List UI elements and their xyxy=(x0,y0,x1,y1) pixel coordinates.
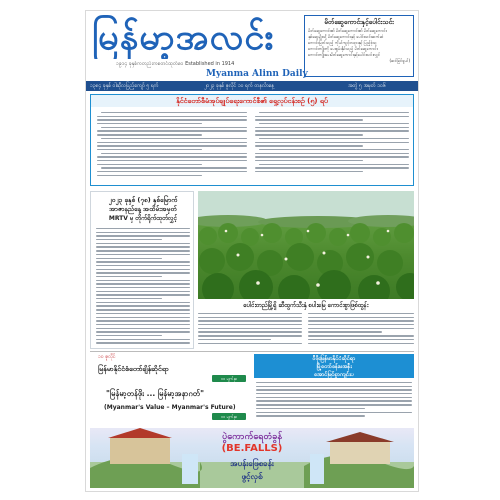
motto-line: ကောင်းကျိုးပေးမိတ်ဆွေကောင်းနှင့်ပေါင်းသင်းလျှင် xyxy=(308,52,381,57)
dateline-right: အတွဲ ၅ အမှတ် ၁၀၆ xyxy=(348,83,386,89)
dateline-bar xyxy=(86,81,418,91)
ad-brand: (BE.FALLS) xyxy=(221,443,283,454)
ad-title: ပွဲကောက်ရေတံခွန် xyxy=(222,432,282,442)
right-story-column-1 xyxy=(198,313,302,349)
headline-column-left xyxy=(97,112,247,184)
masthead-subtitle: ၁၉၁၄ ခုနှစ်ကတည်းကစတင်ထုတ်ဝေ Established in 1914 xyxy=(116,61,235,67)
masthead-title: မြန်မာ့အလင်း xyxy=(92,16,275,58)
motto-line: မိတ်ဆွေကောင်း၏ မိတ်ဆွေကောင်း၏ မိတ်ဆွေကောင်း xyxy=(308,28,387,33)
masthead-english-title: Myanma Alinn Daily xyxy=(206,69,308,79)
right-bottom-body xyxy=(256,382,412,422)
motto-line: ကောင်းမြတ်သည့် ကိုယ်ကျင့်တရားနှင့် ပြည့်စုံသူ xyxy=(308,40,377,45)
headline-column-right xyxy=(255,112,409,184)
banner-line: အောင်မြင်စွာကျင်းပ xyxy=(314,372,354,378)
motto-line: (ဆင်ခြင်ဖွယ်) xyxy=(389,58,410,63)
banner-line: မြို့တော်ခန်းမအနီး xyxy=(316,364,352,370)
ad-line-1: အပန်းဖြေစခန်း xyxy=(230,459,274,468)
right-bottom-story xyxy=(254,354,414,424)
motto-line: ကောင်းကျိုးကို ပေးစွမ်းနိုင်သည့် မိတ်ဆွေကောင်း xyxy=(308,46,378,51)
newspaper-front-page xyxy=(85,10,419,492)
section-divider xyxy=(90,351,414,352)
bottom-date-label: ၁၀ ဇူလိုင် xyxy=(98,354,116,360)
left-story-headline-3: MRTV မှ တိုက်ရိုက်ထုတ်လွှင့် xyxy=(108,215,178,222)
right-bottom-banner xyxy=(254,354,414,378)
left-story-headline-2: အာဇာနည်နေ့ အထိမ်းအမှတ် xyxy=(109,205,177,213)
dateline-center: ၂၀၂၃ ခုနှစ် ဇူလိုင် ၁၀ ရက် တနင်္လာနေ့ xyxy=(204,83,275,89)
field-photo xyxy=(198,191,414,299)
bottom-headline: မြန်မာနိုင်ငံစံတော်ချိန်ဆိုင်ရာ xyxy=(98,365,169,373)
feature-headline: "မြန်မာ့တန်ဖိုး ... မြန်မာ့အနာဂတ်" xyxy=(106,389,204,398)
feature-subheadline: (Myanmar's Value – Myanmar's Future) xyxy=(104,404,236,411)
motto-box xyxy=(304,15,414,77)
banner-line: ဝီဖိုးမြန်မာနိုင်ငံဆိုင်ရာ xyxy=(312,356,356,362)
motto-line: နှစ်ဆွေမျိုးသို့ မိတ်ဆွေကောင်းနှင့် ပေါင်းသင်းဆက်ဆံ xyxy=(308,34,384,39)
dateline-left: ၁၃၈၄ ခုနှစ် ဝါဆိုလပြည့်ကျော် ၅ ရက် xyxy=(90,83,159,89)
left-story xyxy=(90,191,194,349)
left-story-body xyxy=(96,228,190,346)
photo-caption: ပေါင်းတည်မြို့ရှိ ဆီထွက်သီးနှံ စပါးမြေ ကောင်းစွာဖြစ်ထွန်း xyxy=(243,302,369,309)
motto-title: မိတ်ဆွေကောင်းနှင့်ပေါင်းသင်း xyxy=(324,18,394,26)
advertisement-banner xyxy=(90,428,414,488)
left-story-headline-1: ၂၀၂၃ ခုနှစ် (၇၈) နှစ်မြောက် xyxy=(108,196,178,204)
ad-line-2: ဖွင့်လှစ် xyxy=(241,472,263,481)
masthead xyxy=(86,11,418,81)
page-tag: ၁၀ မျက်နှာ xyxy=(212,375,246,382)
headline-banner: နိုင်ငံတော်စီမံအုပ်ချုပ်ရေးကောင်စီ၏ ရှေ့လုပ်ငန်းစဉ် (၅) ရပ် xyxy=(91,95,413,107)
sesame-field-image xyxy=(198,191,414,299)
right-story-column-2 xyxy=(308,313,414,349)
headline-box xyxy=(90,94,414,186)
page-tag: ၁၀ မျက်နှာ xyxy=(212,413,246,420)
